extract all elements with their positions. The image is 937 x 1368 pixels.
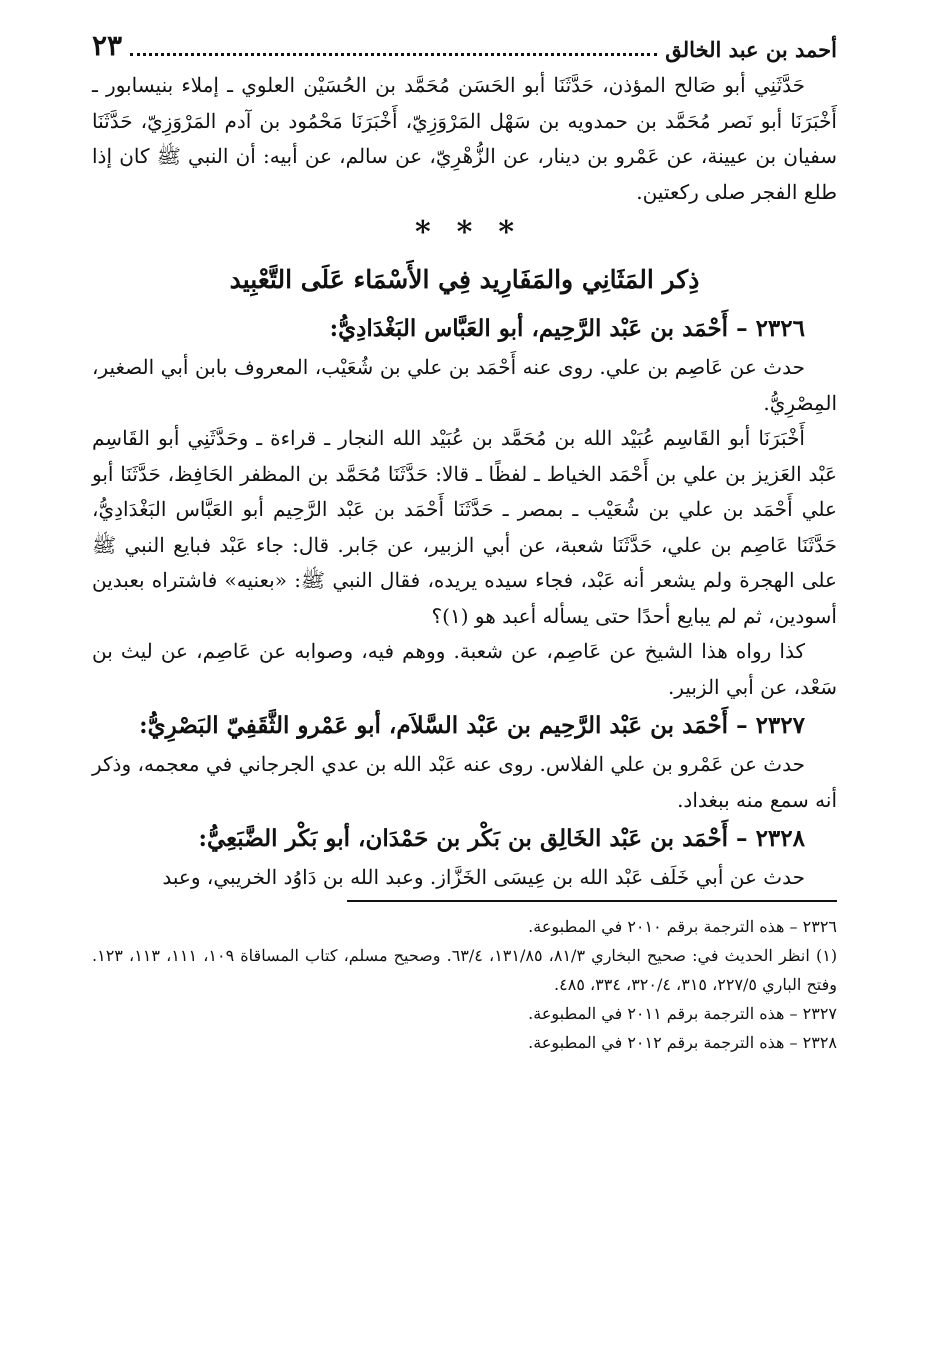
entry-heading-2327: ٢٣٢٧ – أَحْمَد بن عَبْد الرَّحِيم بن عَبْد السَّلاَم، أبو عَمْرو الثَّقَفِيّ البَصْرِيُّ: <box>139 712 805 739</box>
footnotes <box>92 902 837 1057</box>
entry-2327-paragraph-1: حدث عن عَمْرو بن علي الفلاس. روى عنه عَبْد الله بن عدي الجرجاني في معجمه، وذكر أنه سمع منه ببغداد. <box>92 752 837 812</box>
entry-heading-2328: ٢٣٢٨ – أَحْمَد بن عَبْد الخَالِق بن بَكْر بن حَمْدَان، أبو بَكْر الضَّبَعِيُّ: <box>198 825 805 852</box>
section-divider-stars: *** <box>414 215 541 250</box>
entry-2326-paragraph-1: حدث عن عَاصِم بن علي. روى عنه أَحْمَد بن علي بن شُعَيْب، المعروف بابن أبي الصغير، المِصْرِيُّ. <box>92 355 837 415</box>
footnote-2326: ٢٣٢٦ – هذه الترجمة برقم ٢٠١٠ في المطبوعة. <box>528 916 837 936</box>
running-header <box>92 28 837 62</box>
footnote-1: (١) انظر الحديث في: صحيح البخاري ٨١/٣، ١٣١/٨٥، ٦٣/٤. وصحيح مسلم، كتاب المساقاة ١٠٩، ١١١، ١١٣، ١٢٣. وفتح الباري ٢٢٧/٥، ٣١٥، ٣٢٠/٤، ٣٣٤، ٤٨٥. <box>92 945 838 994</box>
intro-paragraph: حَدَّثَنِي أبو صَالح المؤذن، حَدَّثَنَا أبو الحَسَن مُحَمَّد بن الحُسَيْن العلوي ـ إملاء بنيسابور ـ أَخْبَرَنَا أبو نَصر مُحَمَّد بن حمدويه بن سَهْل المَرْوَزِيّ، أَخْبَرَنَا مَحْمُود بن آدم المَرْوَزِيّ، حَدَّثَنَا سفيان بن عيينة، عن عَمْرو بن دينار، عن الزُّهْرِيّ، عن سالم، عن أبيه: أن النبي ﷺ كان إذا طلع الفجر صلى ركعتين. <box>92 73 837 204</box>
entry-2326-paragraph-2: أَخْبَرَنَا أبو القَاسِم عُبَيْد الله بن مُحَمَّد بن عُبَيْد الله النجار ـ قراءة ـ وحَدَّثَنِي أبو القَاسِم عَبْد العَزيز بن علي بن أَحْمَد الخياط ـ لفظًا ـ قالا: حَدَّثَنَا مُحَمَّد بن المظفر الحَافِظ، حَدَّثَنَا أبو علي أَحْمَد بن علي بن شُعَيْب ـ بمصر ـ حَدَّثَنَا أَحْمَد بن عَبْد الرَّحِيم أبو العَبَّاس البَغْدَادِيُّ، حَدَّثَنَا عَاصِم بن علي، حَدَّثَنَا شعبة، عن أبي الزبير، عن جَابر. قال: جاء عَبْد فبايع النبي ﷺ على الهجرة ولم يشعر أنه عَبْد، فجاء سيده يريده، فقال النبي ﷺ: «بعنيه» فاشتراه بعبدين أسودين، ثم لم يبايع أحدًا حتى يسأله أعبد هو (١)؟ <box>92 426 837 628</box>
entry-2326-paragraph-3: كذا رواه هذا الشيخ عن عَاصِم، عن شعبة. ووهم فيه، وصوابه عن عَاصِم، عن ليث بن سَعْد، عن أبي الزبير. <box>92 639 837 699</box>
footnote-2327: ٢٣٢٧ – هذه الترجمة برقم ٢٠١١ في المطبوعة. <box>528 1003 837 1023</box>
section-title: ذِكر المَثَانِي والمَفَارِيد فِي الأَسْمَاء عَلَى التَّعْبِيد <box>229 265 700 294</box>
page-number: ٢٣ <box>92 29 123 62</box>
page-body <box>92 68 837 1057</box>
running-title: أحمد بن عبد الخالق <box>665 37 837 62</box>
entry-2328-paragraph-1: حدث عن أبي خَلَف عَبْد الله بن عِيسَى الخَزَّاز. وعبد الله بن دَاوُد الخريبي، وعبد <box>162 865 805 889</box>
footnote-2328: ٢٣٢٨ – هذه الترجمة برقم ٢٠١٢ في المطبوعة. <box>528 1032 837 1052</box>
header-dot-leader <box>130 53 657 56</box>
entry-heading-2326: ٢٣٢٦ – أَحْمَد بن عَبْد الرَّحِيم، أبو العَبَّاس البَغْدَادِيُّ: <box>329 315 805 342</box>
